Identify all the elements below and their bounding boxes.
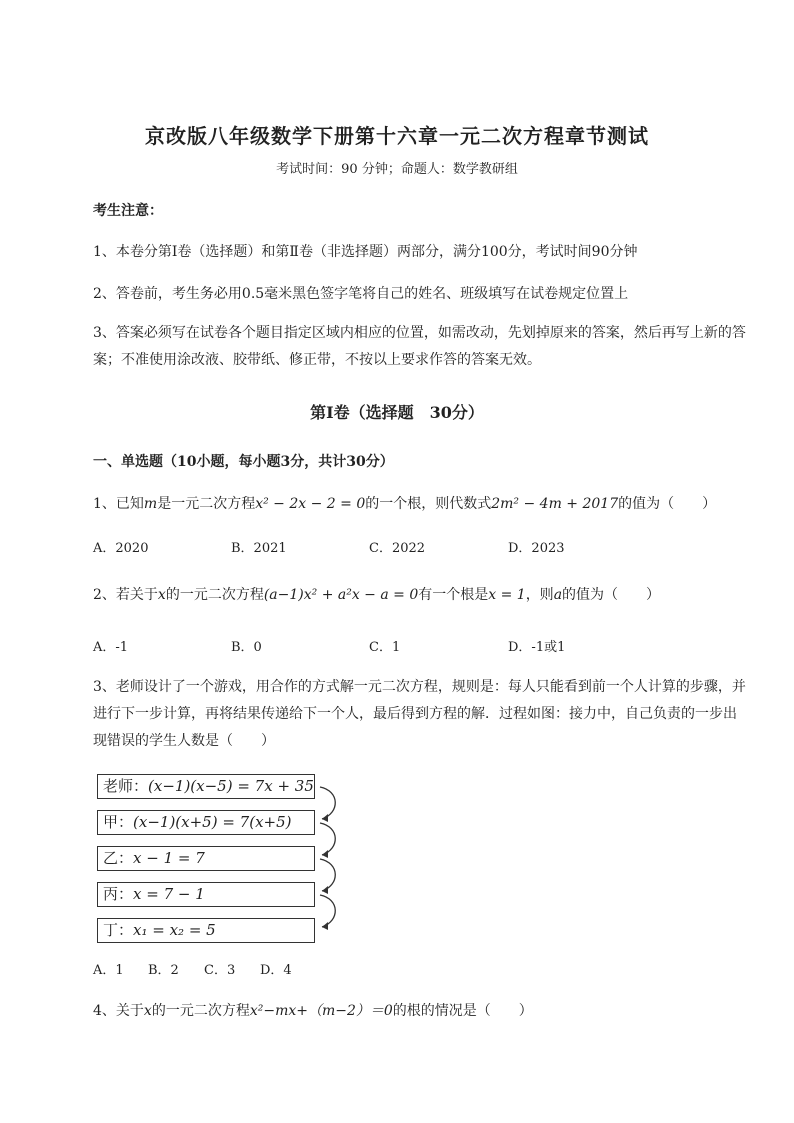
notice-item-2: 2、答卷前，考生务必用0.5毫米黑色签字笔将自己的姓名、班级填写在试卷规定位置上 (93, 286, 629, 302)
q3-option-c: C．3 (204, 963, 236, 978)
q3-option-a: A．1 (93, 963, 124, 978)
exam-info: 考试时间：90 分钟；命题人：数学教研组 (276, 162, 518, 177)
part-heading: 一、单选题（10小题，每小题3分，共计30分） (93, 454, 394, 470)
notice-item-3: 3、答案必须写在试卷各个题目指定区域内相应的位置，如需改动，先划掉原来的答案，然后再写上新的答案；不准使用涂改液、胶带纸、修正带，不按以上要求作答的答案无效。 (93, 325, 746, 368)
q1-option-c: C．2022 (369, 541, 426, 556)
step-yi: 乙：x − 1 = 7 (97, 846, 315, 871)
question-1: 1、已知m是一元二次方程x² − 2x − 2 = 0的一个根，则代数式2m² − 4m + 2017的值为（ ） (93, 496, 717, 512)
question-4: 4、关于x的一元二次方程x²−mx+（m−2）＝0的根的情况是（ ） (93, 1003, 533, 1019)
page-title: 京改版八年级数学下册第十六章一元二次方程章节测试 (145, 124, 649, 148)
q1-option-a: A．2020 (93, 541, 149, 556)
q3-option-d: D．4 (260, 963, 292, 978)
step-bing: 丙：x = 7 − 1 (97, 882, 315, 907)
step-jia: 甲：(x−1)(x+5) = 7(x+5) (97, 810, 315, 835)
q2-option-a: A．-1 (93, 640, 129, 655)
section-title: 第Ⅰ卷（选择题 30分） (310, 403, 484, 422)
q1-option-d: D．2023 (508, 541, 565, 556)
step-teacher: 老师：(x−1)(x−5) = 7x + 35 (97, 774, 315, 799)
question-3: 3、老师设计了一个游戏，用合作的方式解一元二次方程，规则是：每人只能看到前一个人计算的步骤，并进行下一步计算，再将结果传递给下一个人，最后得到方程的解．过程如图：接力中，自己负责的一步出现错误的学生人数是（ ） (93, 679, 746, 749)
relay-arrows (318, 785, 348, 935)
q2-option-c: C．1 (369, 640, 401, 655)
notice-item-1: 1、本卷分第Ⅰ卷（选择题）和第Ⅱ卷（非选择题）两部分，满分100分，考试时间90分钟 (93, 244, 638, 260)
arrow-2 (320, 823, 335, 855)
step-ding: 丁：x₁ = x₂ = 5 (97, 918, 315, 943)
arrow-4 (320, 895, 335, 927)
q2-option-d: D．-1或1 (508, 640, 566, 655)
arrow-1 (320, 787, 335, 819)
q1-option-b: B．2021 (231, 541, 287, 556)
q3-option-b: B．2 (148, 963, 179, 978)
question-2: 2、若关于x的一元二次方程(a−1)x² + a²x − a = 0有一个根是x = 1，则a的值为（ ） (93, 587, 661, 603)
q2-option-b: B．0 (231, 640, 262, 655)
arrow-3 (320, 859, 335, 891)
notice-heading: 考生注意： (93, 203, 163, 219)
